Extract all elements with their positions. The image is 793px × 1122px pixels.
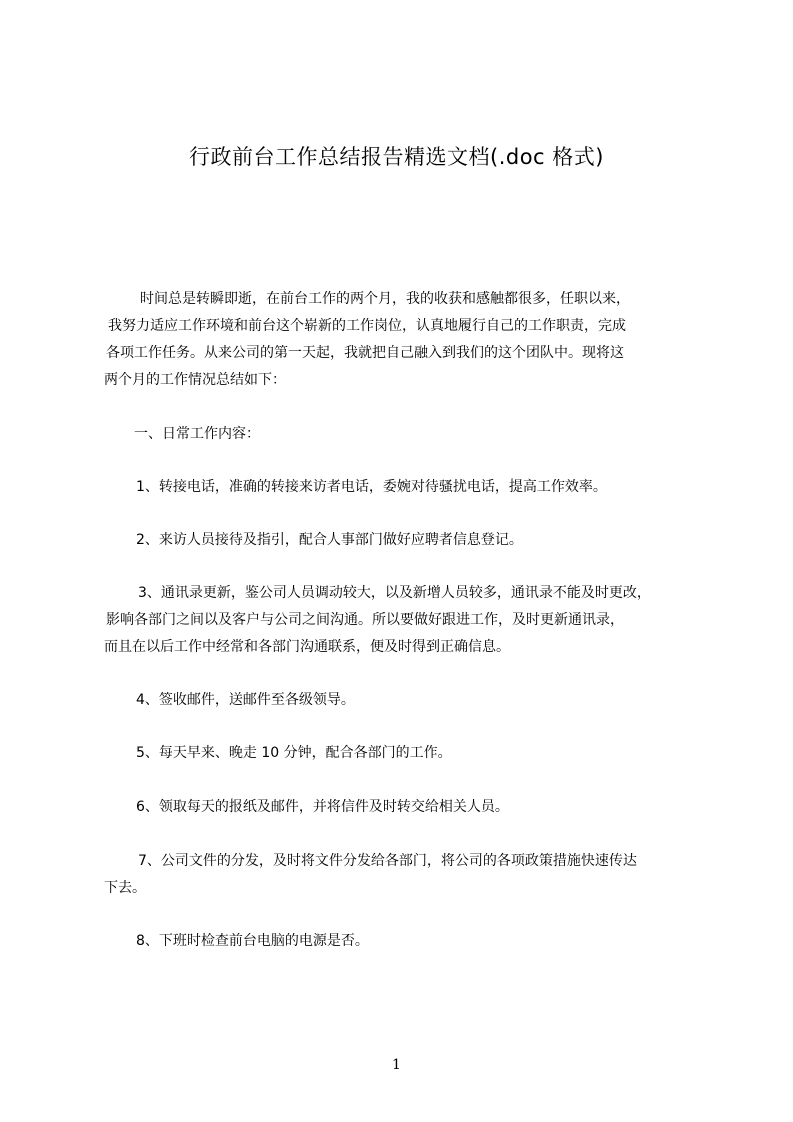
list-item-7-line-1: 7、公司文件的分发，及时将文件分发给各部门，将公司的各项政策措施快速传达	[138, 853, 637, 869]
list-item-5: 5、每天早来、晚走 10 分钟，配合各部门的工作。	[136, 745, 452, 761]
intro-line-4: 两个月的工作情况总结如下：	[104, 372, 286, 388]
list-item-7-line-2: 下去。	[104, 880, 146, 896]
intro-line-1: 时间总是转瞬即逝，在前台工作的两个月，我的收获和感触都很多，任职以来，	[140, 291, 630, 307]
list-item-6: 6、领取每天的报纸及邮件，并将信件及时转交给相关人员。	[136, 799, 509, 815]
list-item-3-line-3: 而且在以后工作中经常和各部门沟通联系，便及时得到正确信息。	[104, 639, 510, 655]
intro-line-2: 我努力适应工作环境和前台这个崭新的工作岗位，认真地履行自己的工作职责，完成	[108, 318, 626, 334]
list-item-3-line-2: 影响各部门之间以及客户与公司之间沟通。所以要做好跟进工作，及时更新通讯录，	[106, 612, 624, 628]
list-item-4: 4、签收邮件，送邮件至各级领导。	[136, 692, 355, 708]
intro-line-3: 各项工作任务。从来公司的第一天起，我就把自己融入到我们的这个团队中。现将这	[106, 345, 624, 361]
list-item-2: 2、来访人员接待及指引，配合人事部门做好应聘者信息登记。	[136, 532, 523, 548]
list-item-3-line-1: 3、通讯录更新，鉴公司人员调动较大，以及新增人员较多，通讯录不能及时更改，	[138, 585, 651, 601]
list-item-8: 8、下班时检查前台电脑的电源是否。	[136, 933, 369, 949]
page-number: 1	[392, 1057, 401, 1073]
document-title: 行政前台工作总结报告精选文档(.doc 格式)	[189, 145, 604, 169]
section-heading: 一、日常工作内容：	[134, 426, 260, 442]
list-item-1: 1、转接电话，准确的转接来访者电话，委婉对待骚扰电话，提高工作效率。	[136, 479, 607, 495]
